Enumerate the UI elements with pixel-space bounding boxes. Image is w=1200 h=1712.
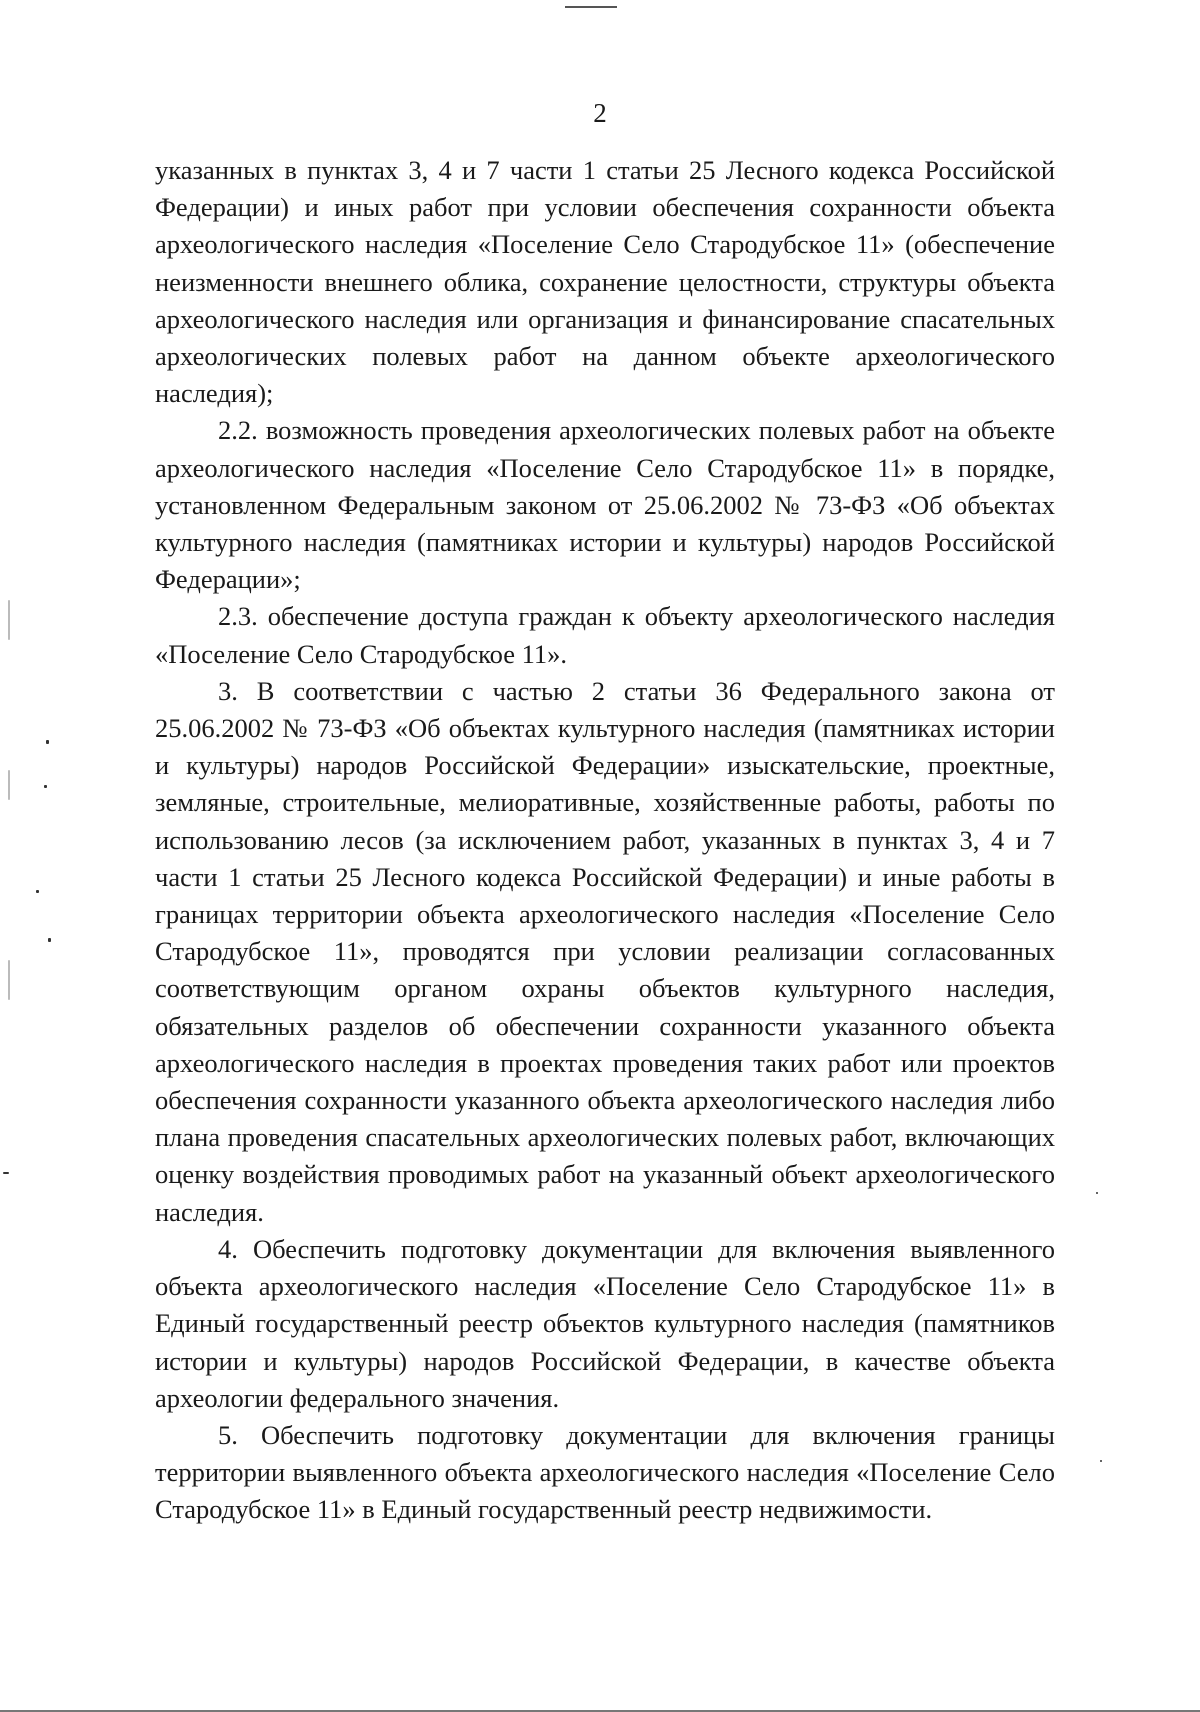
scan-speck (1100, 1460, 1102, 1462)
scan-speck (1096, 1192, 1098, 1194)
document-body (155, 152, 1055, 1529)
paragraph-3: 3. В соответствии с частью 2 статьи 36 Федерального закона от 25.06.2002 № 73-ФЗ «Об объектах культурного наследия (памятниках истории и культуры) народов Российской Федерации» изыскательские, проектные, земляные, строительные, мелиоративные, хозяйственные работы, работы по использованию лесов (за исключением работ, указанных в пунктах 3, 4 и 7 части 1 статьи 25 Лесного кодекса Российской Федерации) и иные работы в границах территории объекта археологического наследия «Поселение Село Стародубское 11», проводятся при условии реализации согласованных соответствующим органом охраны объектов культурного наследия, обязательных разделов об обеспечении сохранности указанного объекта археологического наследия в проектах проведения таких работ или проектов обеспечения сохранности указанного объекта археологического наследия либо плана проведения спасательных археологических полевых работ, включающих оценку воздействия проводимых работ на указанный объект археологического наследия. (155, 675, 1055, 1227)
scan-top-mark (565, 6, 617, 8)
paragraph-2-3: 2.3. обеспечение доступа граждан к объекту археологического наследия «Поселение Село Стародубское 11». (155, 601, 1055, 669)
scan-speck (8, 960, 10, 1000)
scan-speck (3, 1172, 9, 1174)
scan-speck (46, 740, 49, 744)
scan-speck (8, 600, 10, 640)
scan-speck (8, 770, 10, 800)
paragraph-5: 5. Обеспечить подготовку документации для включения границы территории выявленного объекта археологического наследия «Поселение Село Стародубское 11» в Единый государственный реестр недвижимости. (155, 1419, 1055, 1525)
scan-speck (36, 890, 39, 893)
scan-speck (44, 785, 47, 788)
paragraph-continuation: указанных в пунктах 3, 4 и 7 части 1 статьи 25 Лесного кодекса Российской Федерации) и иных работ при условии обеспечения сохранности объекта археологического наследия «Поселение Село Стародубское 11» (обеспечение неизменности внешнего облика, сохранение целостности, структуры объекта археологического наследия или организация и финансирование спасательных археологических полевых работ на данном объекте археологического наследия); (155, 155, 1055, 409)
paragraph-4: 4. Обеспечить подготовку документации для включения выявленного объекта археологического наследия «Поселение Село Стародубское 11» в Единый государственный реестр объектов культурного наследия (памятников истории и культуры) народов Российской Федерации, в качестве объекта археологии федерального значения. (155, 1233, 1055, 1413)
page-number: 2 (593, 98, 607, 128)
paragraph-2-2: 2.2. возможность проведения археологических полевых работ на объекте археологического наследия «Поселение Село Стародубское 11» в порядке, установленном Федеральным законом от 25.06.2002 № 73-ФЗ «Об объектах культурного наследия (памятниках истории и культуры) народов Российской Федерации»; (155, 415, 1055, 595)
scan-speck (48, 938, 51, 942)
